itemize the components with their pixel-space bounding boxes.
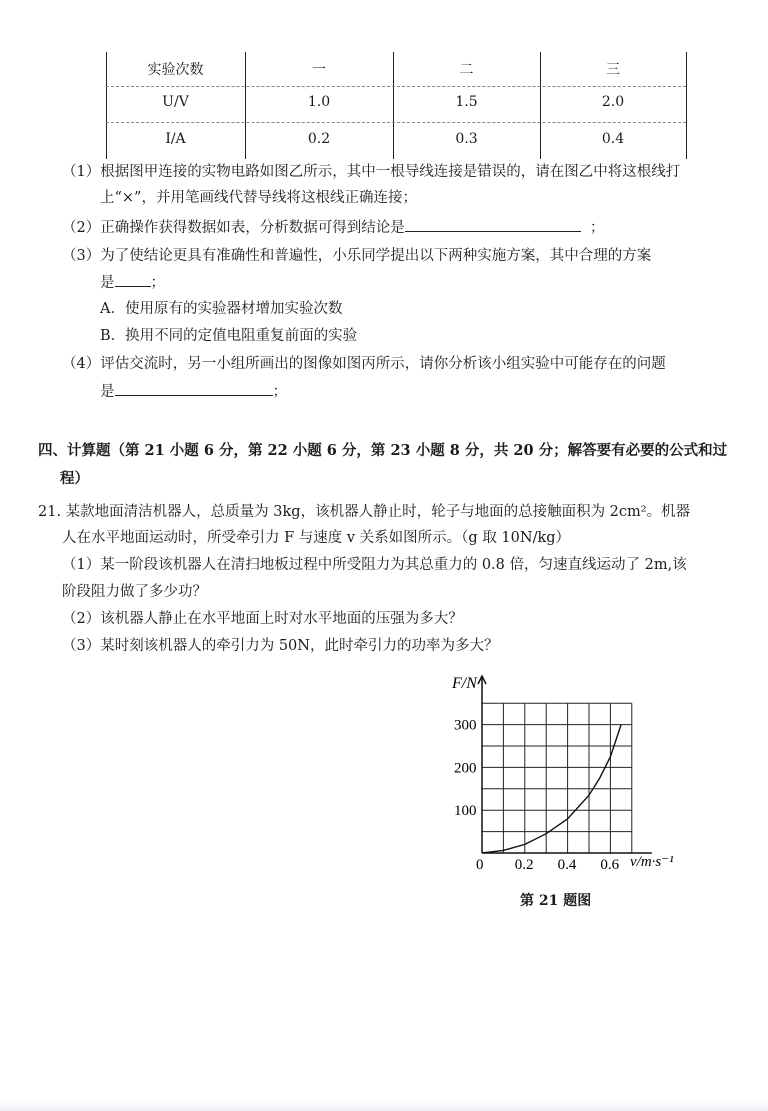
problem21-sub3: （3）某时刻该机器人的牵引力为 50N，此时牵引力的功率为多大？	[62, 638, 499, 654]
table-col-label: 三	[606, 62, 620, 78]
q2-text: （2）正确操作获得数据如表，分析数据可得到结论是	[62, 220, 405, 236]
q3-line2	[100, 272, 165, 293]
y-tick-label: 300	[454, 717, 477, 734]
chart-axes	[478, 676, 652, 853]
x-tick-label: 0	[476, 857, 484, 873]
q3-text: 是	[100, 275, 115, 291]
problem21-sub1-line2: 阶段阻力做了多少功？	[62, 584, 207, 600]
q3-option-a: A．使用原有的实验器材增加实验次数	[100, 301, 343, 317]
table-border-right	[686, 52, 687, 159]
table-cell: 0.4	[601, 131, 625, 147]
y-axis-label: F/N	[452, 675, 477, 692]
q4-end: ；	[272, 384, 287, 400]
q1-line2: 上“×”，并用笔画线代替导线将这根线正确连接；	[100, 190, 417, 206]
page-bottom-edge	[0, 1101, 768, 1111]
x-tick-label: 0.4	[557, 857, 577, 873]
problem21-sub1-line1: （1）某一阶段该机器人在清扫地板过程中所受阻力为其总重力的 0.8 倍，匀速直线运动了 2m,该	[62, 557, 687, 573]
q2-line	[62, 217, 604, 238]
table-header-label: 实验次数	[147, 62, 204, 78]
q4-text: 是	[100, 384, 115, 400]
table-col-label: 二	[459, 62, 474, 78]
problem21-line2: 人在水平地面运动时，所受牵引力 F 与速度 v 关系如图所示。（g 取 10N/kg）	[62, 530, 571, 546]
table-cell: 1.5	[455, 94, 478, 110]
q1-line1: （1）根据图甲连接的实物电路如图乙所示，其中一根导线连接是错误的，请在图乙中将这根线打	[62, 164, 681, 180]
q2-end: ；	[589, 220, 605, 236]
chart-ticks	[454, 718, 620, 873]
y-tick-label: 200	[454, 760, 477, 777]
x-axis-label: v/m·s⁻¹	[630, 854, 674, 870]
force-velocity-chart	[430, 668, 690, 883]
table-cell: 2.0	[601, 94, 625, 110]
x-tick-label: 0.6	[600, 857, 620, 873]
table-row-separator	[106, 122, 686, 123]
y-axis	[478, 676, 486, 853]
q3-answer-blank[interactable]	[115, 272, 151, 287]
q3-line1: （3）为了使结论更具有准确性和普遍性，小乐同学提出以下两种实施方案，其中合理的方案	[62, 248, 652, 264]
section4-heading-line2: 程）	[60, 470, 89, 487]
table-cell: 0.3	[455, 131, 478, 147]
table-cell: 0.2	[307, 131, 331, 147]
table-row-separator	[106, 86, 686, 87]
table-col-label: 一	[312, 62, 326, 78]
table-row-label-u: U/V	[162, 94, 189, 110]
section4-heading-line1: 四、计算题（第 21 小题 6 分，第 22 小题 6 分，第 23 小题 8 分，共 20 分；解答要有必要的公式和过	[38, 442, 728, 459]
q2-answer-blank[interactable]	[405, 217, 581, 232]
y-tick-label: 100	[454, 803, 477, 820]
q4-line1: （4）评估交流时，另一小组所画出的图像如图丙所示，请你分析该小组实验中可能存在的问题	[62, 356, 666, 372]
problem21-line1: 21. 某款地面清洁机器人，总质量为 3kg，该机器人静止时，轮子与地面的总接触面积为 2cm²。机器	[38, 504, 691, 520]
table-row-label-i: I/A	[165, 131, 186, 147]
q4-line2	[100, 381, 287, 402]
q3-option-b: B．换用不同的定值电阻重复前面的实验	[100, 328, 358, 344]
chart-grid	[482, 703, 632, 853]
figure-caption: 第 21 题图	[520, 893, 592, 909]
q4-answer-blank[interactable]	[115, 381, 273, 396]
problem21-sub2: （2）该机器人静止在水平地面上时对水平地面的压强为多大？	[62, 611, 463, 627]
q3-end: ；	[150, 275, 165, 291]
x-tick-label: 0.2	[514, 857, 534, 873]
table-cell: 1.0	[307, 94, 331, 110]
